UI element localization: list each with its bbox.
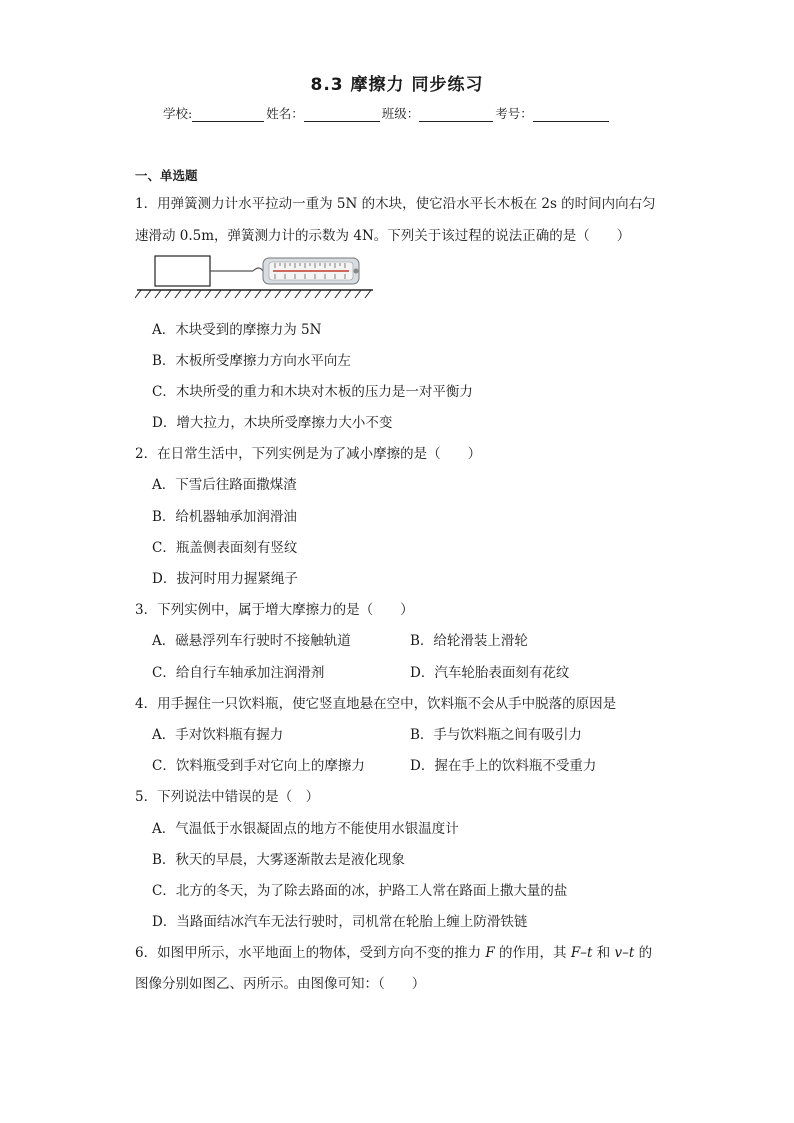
q1-option-c[interactable]: C．木块所受的重力和木块对木板的压力是一对平衡力	[152, 384, 473, 400]
q1-option-a[interactable]: A．木块受到的摩擦力为 5N	[152, 322, 322, 338]
q5-option-b[interactable]: B．秋天的早晨，大雾逐渐散去是液化现象	[152, 852, 405, 868]
page-title: 8.3 摩擦力 同步练习	[310, 75, 484, 95]
question-4-stem: 4．用手握住一只饮料瓶，使它竖直地悬在空中，饮料瓶不会从手中脱落的原因是	[135, 696, 617, 712]
q5-option-a[interactable]: A．气温低于水银凝固点的地方不能使用水银温度计	[152, 821, 459, 837]
q6-vt-graph-label: v–t	[614, 945, 635, 961]
section-heading: 一、单选题	[135, 168, 198, 183]
q3-option-d[interactable]: D．汽车轮胎表面刻有花纹	[410, 665, 570, 681]
question-6-line-1	[135, 941, 652, 961]
student-info-row	[163, 104, 611, 122]
q1-option-b[interactable]: B．木板所受摩擦力方向水平向左	[152, 353, 351, 369]
q5-option-d[interactable]: D．当路面结冰汽车无法行驶时，司机常在轮胎上缠上防滑铁链	[152, 914, 528, 930]
wooden-block	[155, 256, 210, 286]
school-label: 学校:	[163, 106, 193, 121]
ground-hatching	[135, 290, 371, 298]
q3-option-a[interactable]: A．磁悬浮列车行驶时不接触轨道	[152, 633, 351, 649]
q4-option-b[interactable]: B．手与饮料瓶之间有吸引力	[410, 727, 582, 743]
q3-option-c[interactable]: C．给自行车轴承加注润滑剂	[152, 665, 325, 681]
school-field[interactable]	[192, 107, 264, 122]
name-field[interactable]	[304, 107, 380, 122]
q6-force-symbol: F	[485, 945, 495, 961]
name-label: 姓名：	[266, 106, 304, 121]
q6-text-c: 的	[634, 945, 653, 961]
class-label: 班级：	[381, 106, 420, 121]
q2-option-d[interactable]: D．拔河时用力握紧绳子	[152, 571, 298, 587]
q3-option-b[interactable]: B．给轮滑装上滑轮	[410, 633, 528, 649]
exam-number-label: 考号：	[495, 106, 533, 121]
q1-option-d[interactable]: D．增大拉力，木块所受摩擦力大小不变	[152, 415, 393, 431]
q6-text-a: 6．如图甲所示，水平地面上的物体，受到方向不变的推力	[135, 945, 486, 961]
spring-scale	[263, 258, 359, 284]
q4-option-d[interactable]: D．握在手上的饮料瓶不受重力	[410, 758, 597, 774]
q6-ft-graph-label: F–t	[570, 945, 593, 961]
class-field[interactable]	[419, 107, 493, 122]
question-1-line-2: 速滑动 0.5m，弹簧测力计的示数为 4N。下列关于该过程的说法正确的是（ ）	[135, 228, 631, 244]
exam-number-field[interactable]	[533, 107, 609, 122]
question-1-line-1: 1．用弹簧测力计水平拉动一重为 5N 的木块，使它沿水平长木板在 2s 的时间内向右匀	[135, 196, 656, 212]
question-3-stem: 3．下列实例中，属于增大摩擦力的是（ ）	[135, 602, 414, 618]
q2-option-b[interactable]: B．给机器轴承加润滑油	[152, 509, 297, 525]
q5-option-c[interactable]: C．北方的冬天，为了除去路面的冰，护路工人常在路面上撒大量的盐	[152, 883, 568, 899]
question-2-stem: 2．在日常生活中，下列实例是为了减小摩擦的是（ ）	[135, 446, 482, 462]
q6-text-b: 的作用，其	[494, 945, 571, 961]
q2-option-a[interactable]: A．下雪后往路面撒煤渣	[152, 477, 297, 493]
spring-scale-figure	[135, 252, 375, 300]
q6-text-and: 和	[592, 945, 615, 961]
q4-option-c[interactable]: C．饮料瓶受到手对它向上的摩擦力	[152, 758, 365, 774]
scale-hook	[253, 268, 263, 271]
question-6-line-2: 图像分别如图乙、丙所示。由图像可知：（ ）	[135, 976, 426, 992]
q4-option-a[interactable]: A．手对饮料瓶有握力	[152, 727, 284, 743]
q2-option-c[interactable]: C．瓶盖侧表面刻有竖纹	[152, 540, 298, 556]
question-5-stem: 5．下列说法中错误的是（ ）	[135, 789, 320, 805]
